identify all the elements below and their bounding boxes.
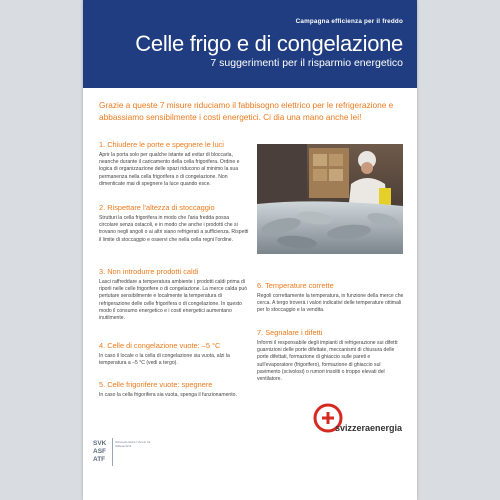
poster [83,0,417,500]
tip-3-title: 3. Non introdurre prodotti caldi [99,267,199,276]
page-title: Celle frigo e di congelazione [135,31,403,56]
tip-2-text: Strutturi la cella frigorifera in modo che l'aria fredda possa circolare senza ostacoli, e in modo che anche i prodotti che si trovano negli angoli o ai altri siano refrigerati a sufficienza. Rispetti il limite di stoccaggio e osservi che nella cella regni l'ordine. [99,215,249,243]
tip-6 [257,281,405,315]
tip-4 [99,341,249,367]
brand-name: svizzeraenergia [335,423,403,433]
tip-2 [99,203,249,244]
page-subtitle: 7 suggerimenti per il risparmio energetico [210,57,403,69]
tip-6-text: Regoli correttamente la temperatura, in funzione della merce che cerca. A tergo troverà i valori indicativi delle temperature ottimali per lo stoccaggio e la vendita. [257,293,404,314]
tip-3-text: Lasci raffreddare a temperatura ambiente i prodotti caldi prima di riporli nelle celle frigorifere o di congelazione. La merce calda può pertutare sensibilmente e localmente la temperatura di refrigerazione delle celle frigorifera o di congelazione. In questo modo il consumo energetico e i costi energetici aumentano inutilmente. [99,279,248,322]
logo-line-2: ASF [93,448,106,455]
tip-6-title: 6. Temperature corrette [257,281,334,290]
tip-1-title: 1. Chiudere le porte e spegnere le luci [99,140,224,149]
tip-2-title: 2. Rispettare l'altezza di stoccaggio [99,203,215,212]
logo-line-3: ATF [93,456,106,463]
tip-1 [99,140,249,188]
tip-7 [257,328,405,383]
tip-3 [99,267,249,322]
logo-text: Schweizerischer Verein für Kältetechnik [115,440,151,448]
tip-5-text: In caso la cella frigorifera sia vuota, spenga il funzionamento. [99,392,237,398]
tip-7-text: Informi il responsabile degli impianti di refrigerazione sui difetti: guarnizioni delle porte difettate, meccanismi di chiusura delle porte difettati, formazione di ghiaccio sulle pareti e sull'evaporatore (frigorifero), formazione di ghiaccio sul pavimento (scivolosi) o rumori insoliti o troppo elevati del ventilatore. [257,340,399,383]
campaign-label: Campagna efficienza per il freddo [295,18,403,25]
fish-cold-room-photo [257,144,403,254]
association-logo [93,438,153,488]
header-band [83,0,417,88]
intro-text: Grazie a queste 7 misure riduciamo il fabbisogno elettrico per le refrigerazione e abbassiamo sensibilmente i costi energetici. Ci dia una mano anche lei! [99,100,394,122]
tip-4-title: 4. Celle di congelazione vuote: –5 °C [99,341,221,350]
tip-5-title: 5. Celle frigorifere vuote: spegnere [99,380,213,389]
tip-7-title: 7. Segnalare i difetti [257,328,323,337]
tip-4-text: In caso il locale o la cella di congelazione sia vuota, alzi la temperatura a –5 °C (vedi a tergo). [99,353,230,367]
logo-line-1: SVK [93,440,107,447]
tip-5 [99,380,249,399]
tip-1-text: Aprir la porta solo per qualche istante ad evitar di bloccarla, neanche durante il caricamento della cella frigorifera. Ordine e logica di organizzazione delle spazi riducono al minimo la sua permanenza nella cella frigorifera o di congelazione. Non dimenticate mai di spegnere la luce quando esce. [99,152,240,187]
